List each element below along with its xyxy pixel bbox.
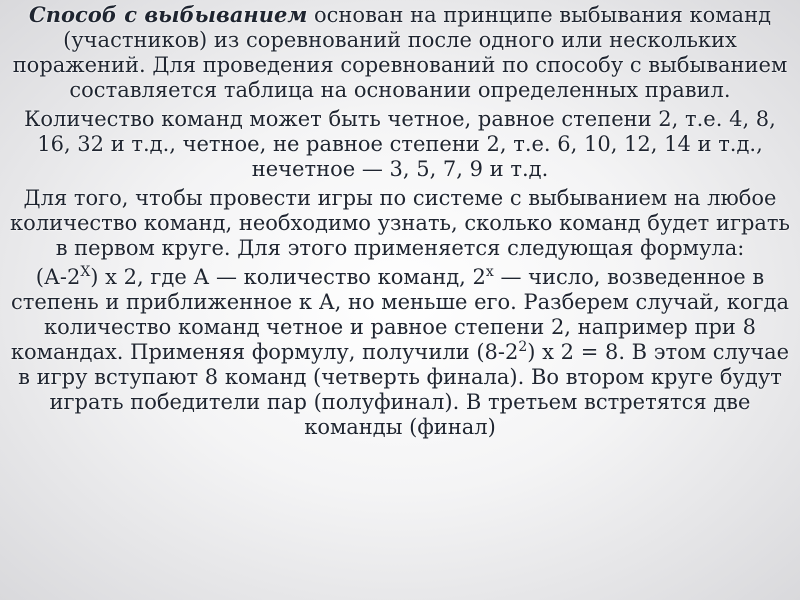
paragraph-team-count	[6, 107, 794, 182]
term-elimination-method: Способ с выбыванием	[28, 2, 308, 27]
example-exponent: 2	[518, 339, 528, 355]
paragraph-text: — число, возведенное в степень и приближенное к А, но меньше его. Разберем случай, когда количество команд четное и равное степени 2, например при 8 командах. Применяя формулу, получили (8-2	[10, 265, 789, 364]
paragraph-text: основан на принципе выбывания команд (участников) из соревнований после одного или нескольких поражений. Для проведения соревнований по способу с выбыванием составляется таблица на основании определенных правил.	[12, 3, 788, 102]
formula-exponent: X	[80, 264, 91, 280]
paragraph-text: Количество команд может быть четное, равное степени 2, т.е. 4, 8, 16, 32 и т.д., четное, не равное степени 2, т.е. 6, 10, 12, 14 и т.д., нечетное — 3, 5, 7, 9 и т.д.	[24, 107, 776, 181]
formula-middle: ) х 2, где А — количество команд, 2	[90, 265, 486, 289]
paragraph-first-round	[6, 186, 794, 261]
paragraph-elimination-method	[6, 2, 794, 103]
paragraph-text-end: ) х 2 = 8. В этом случае в игру вступают 8 команд (четверть финала). Во втором круге будут играть победители пар (полуфинал). В третьем встретятся две команды (финал)	[18, 340, 790, 439]
formula-exponent-2: x	[485, 264, 494, 280]
paragraph-formula	[6, 265, 794, 440]
paragraph-text: Для того, чтобы провести игры по системе с выбыванием на любое количество команд, необходимо узнать, сколько команд будет играть в первом круге. Для этого применяется следующая формула:	[10, 186, 790, 260]
formula-start: (А-2	[35, 265, 81, 289]
